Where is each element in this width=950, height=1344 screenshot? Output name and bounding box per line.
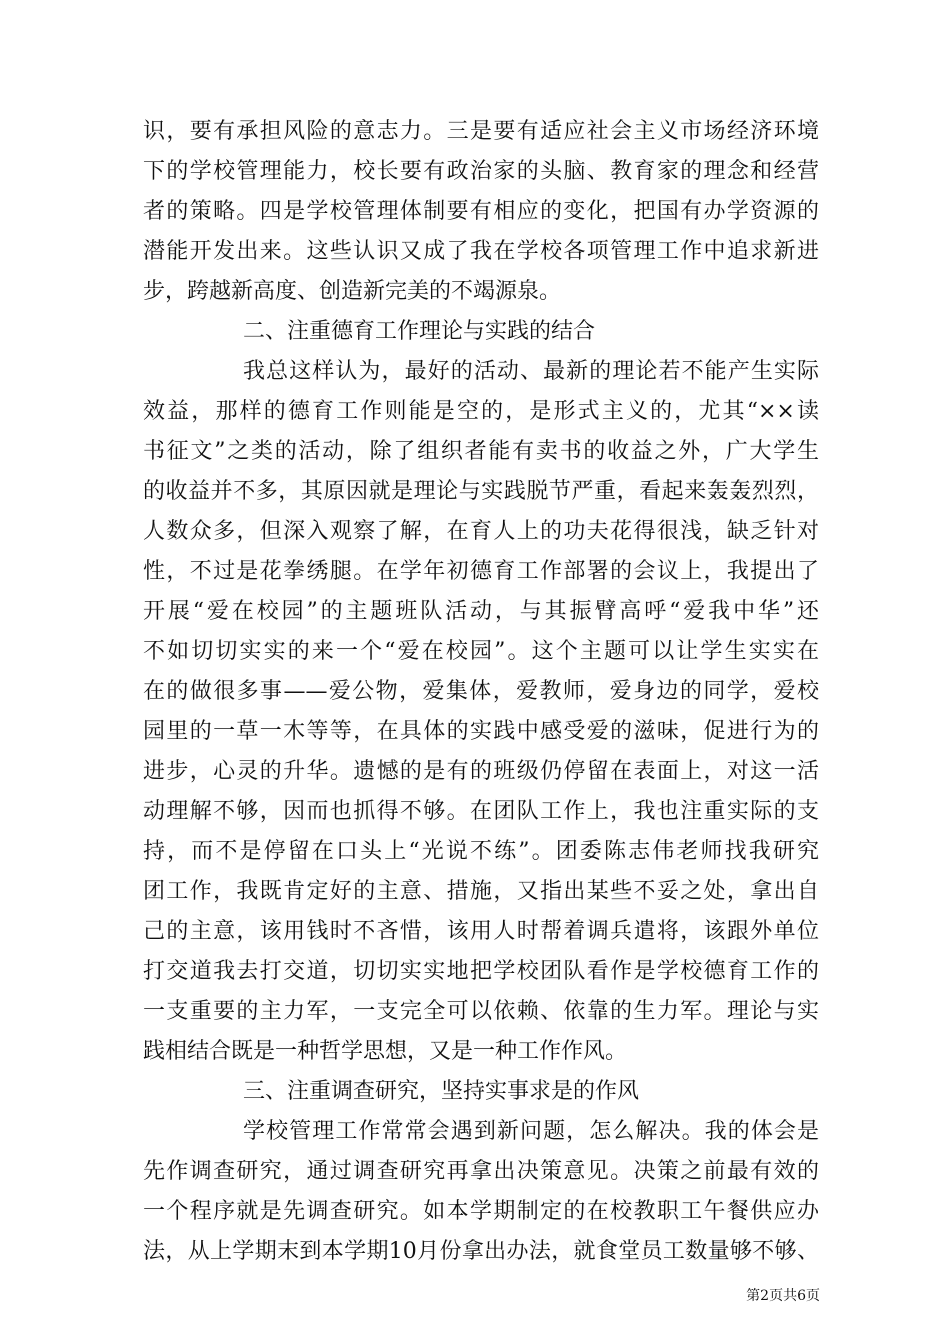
paragraph-line: 园里的一草一木等等，在具体的实践中感受爱的滋味，促进行为的 — [143, 719, 819, 744]
paragraph-line: 效益，那样的德育工作则能是空的，是形式主义的，尤其“××读 — [143, 399, 819, 424]
paragraph-line: 下的学校管理能力，校长要有政治家的头脑、教育家的理念和经营 — [143, 159, 819, 184]
paragraph-line: 潜能开发出来。这些认识又成了我在学校各项管理工作中追求新进 — [143, 239, 819, 264]
paragraph-line: 在的做很多事——爱公物，爱集体，爱教师，爱身边的同学，爱校 — [143, 679, 819, 704]
page-number: 第2页共6页 — [746, 1288, 820, 1304]
paragraph-line: 进步，心灵的升华。遗憾的是有的班级仍停留在表面上，对这一活 — [143, 759, 819, 784]
paragraph-line: 书征文”之类的活动，除了组织者能有卖书的收益之外，广大学生 — [143, 439, 819, 464]
paragraph-line: 性，不过是花拳绣腿。在学年初德育工作部署的会议上，我提出了 — [143, 559, 819, 584]
paragraph-line: 识，要有承担风险的意志力。三是要有适应社会主义市场经济环境 — [143, 119, 819, 144]
paragraph-line: 打交道我去打交道，切切实实地把学校团队看作是学校德育工作的 — [143, 959, 819, 984]
paragraph-line: 践相结合既是一种哲学思想，又是一种工作作风。 — [143, 1039, 628, 1064]
paragraph-line: 步，跨越新高度、创造新完美的不竭源泉。 — [143, 279, 562, 304]
paragraph-line: 开展“爱在校园”的主题班队活动，与其振臂高呼“爱我中华”还 — [143, 599, 819, 624]
paragraph-line: 己的主意，该用钱时不吝惜，该用人时帮着调兵遣将，该跟外单位 — [143, 919, 819, 944]
paragraph-line: 一支重要的主力军，一支完全可以依赖、依靠的生力军。理论与实 — [143, 999, 819, 1024]
section-heading: 二、注重德育工作理论与实践的结合 — [243, 319, 596, 344]
document-body — [143, 112, 819, 1272]
paragraph-line: 不如切切实实的来一个“爱在校园”。这个主题可以让学生实实在 — [143, 639, 819, 664]
paragraph-line: 持，而不是停留在口头上“光说不练”。团委陈志伟老师找我研究 — [143, 839, 819, 864]
paragraph-line: 的收益并不多，其原因就是理论与实践脱节严重，看起来轰轰烈烈， — [143, 479, 819, 504]
paragraph-line: 我总这样认为，最好的活动、最新的理论若不能产生实际 — [243, 359, 819, 384]
paragraph-line: 法，从上学期末到本学期10月份拿出办法，就食堂员工数量够不够、 — [143, 1239, 819, 1264]
paragraph-line: 动理解不够，因而也抓得不够。在团队工作上，我也注重实际的支 — [143, 799, 819, 824]
paragraph-line: 人数众多，但深入观察了解，在育人上的功夫花得很浅，缺乏针对 — [143, 519, 819, 544]
paragraph-line: 者的策略。四是学校管理体制要有相应的变化，把国有办学资源的 — [143, 199, 819, 224]
paragraph-line: 先作调查研究，通过调查研究再拿出决策意见。决策之前最有效的 — [143, 1159, 819, 1184]
paragraph-line: 团工作，我既肯定好的主意、措施，又指出某些不妥之处，拿出自 — [143, 879, 819, 904]
section-heading: 三、注重调查研究，坚持实事求是的作风 — [243, 1079, 640, 1104]
paragraph-line: 学校管理工作常常会遇到新问题，怎么解决。我的体会是 — [243, 1119, 819, 1144]
paragraph-line: 一个程序就是先调查研究。如本学期制定的在校教职工午餐供应办 — [143, 1199, 819, 1224]
